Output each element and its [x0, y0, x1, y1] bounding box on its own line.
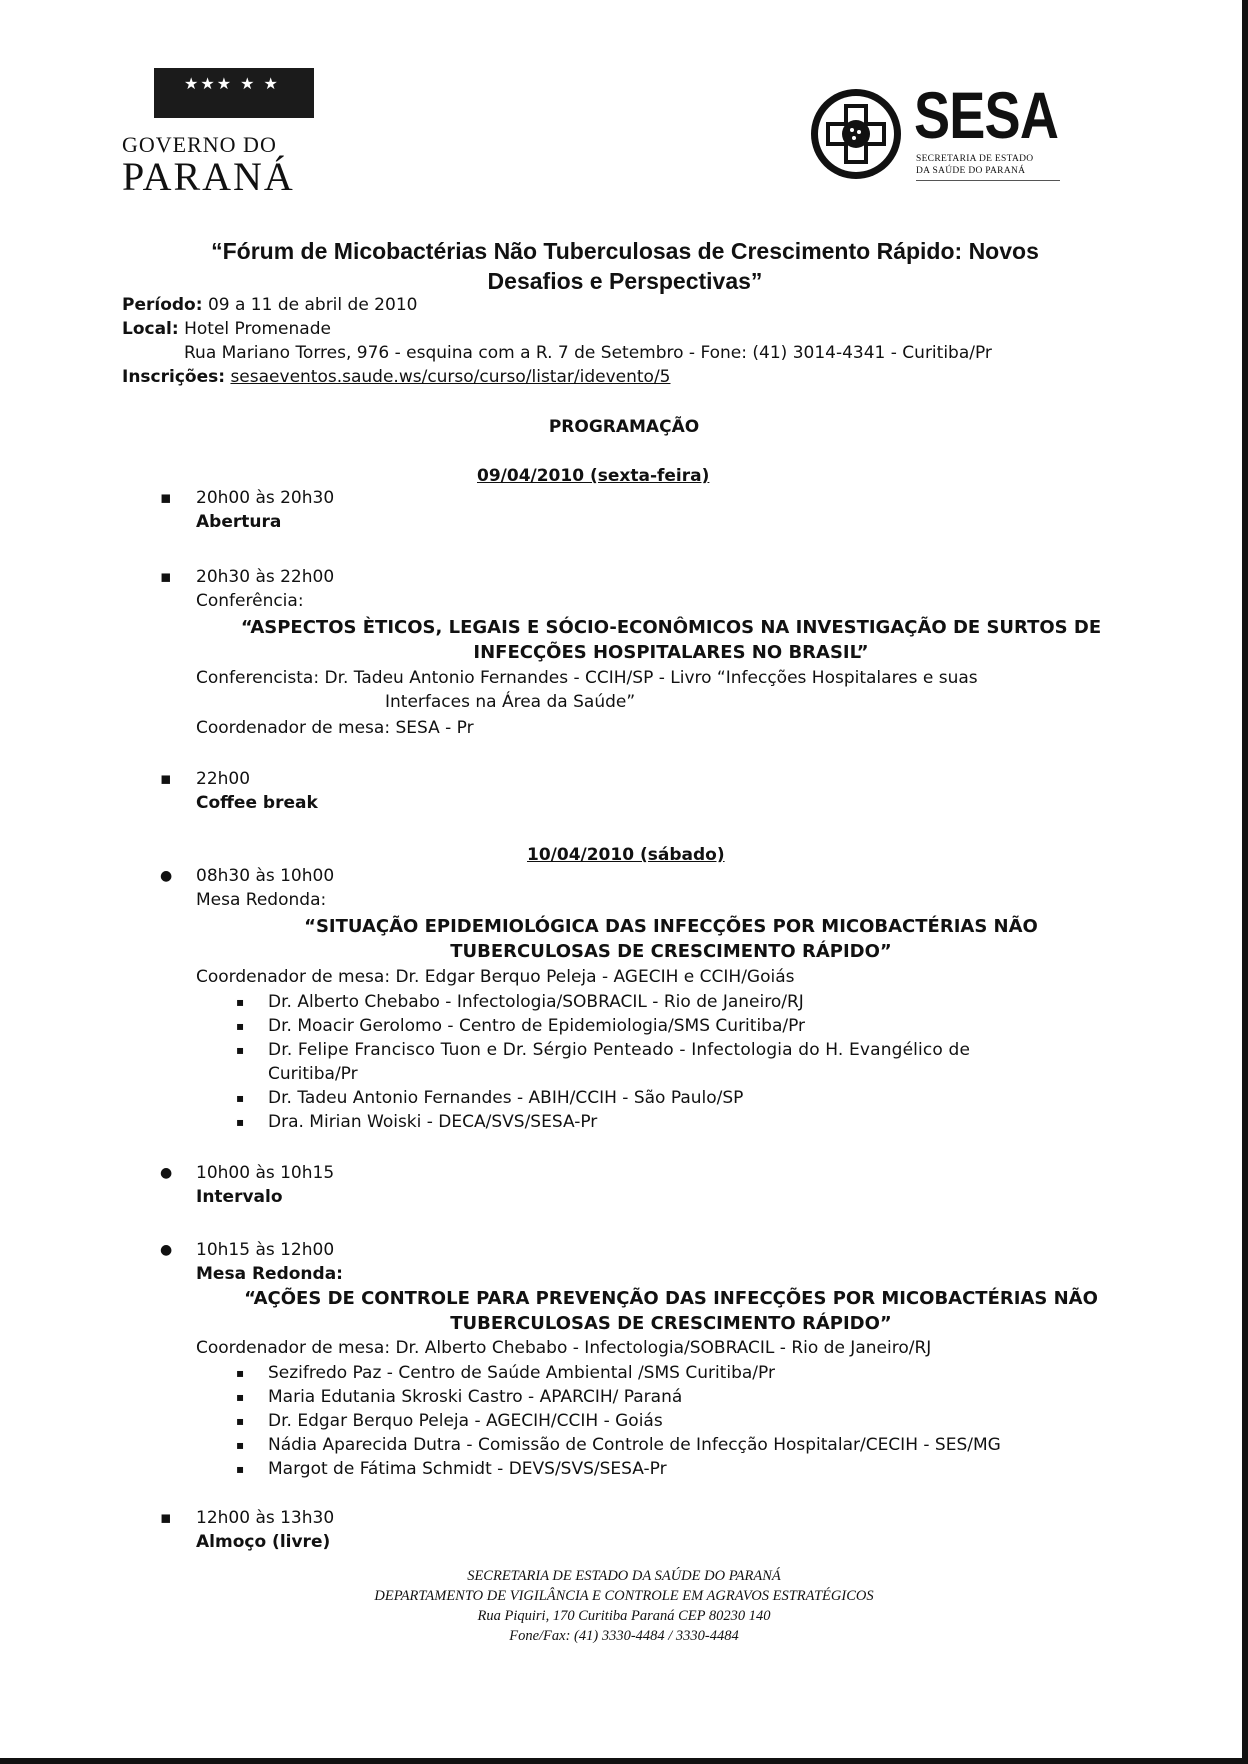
- day1-session1: [196, 486, 334, 534]
- session-title: Almoço (livre): [196, 1532, 331, 1552]
- conference-title-line1: “ASPECTOS ÈTICOS, LEGAIS E SÓCIO-ECONÔMICOS NA INVESTIGAÇÃO DE SURTOS DE: [240, 617, 1102, 638]
- day1-date: 09/04/2010 (sexta-feira): [477, 466, 710, 486]
- periodo-label: Período:: [122, 295, 203, 315]
- event-title: [150, 236, 1100, 296]
- sesa-rule: [916, 180, 1060, 181]
- day1-session2: [196, 565, 334, 613]
- gov-logo-line1: GOVERNO DO: [122, 132, 277, 157]
- bullet-square: ▪: [160, 567, 172, 587]
- participant-cont: Curitiba/Pr: [268, 1064, 358, 1084]
- session-type: Mesa Redonda:: [196, 1264, 343, 1284]
- participant: Margot de Fátima Schmidt - DEVS/SVS/SESA-Pr: [268, 1459, 667, 1479]
- programacao-heading: PROGRAMAÇÃO: [548, 417, 700, 437]
- footer-line2: DEPARTAMENTO DE VIGILÂNCIA E CONTROLE EM AGRAVOS ESTRATÉGICOS: [374, 1588, 874, 1604]
- day2-session2: [196, 1161, 334, 1209]
- session-title: Intervalo: [196, 1187, 283, 1207]
- participant: Dr. Alberto Chebabo - Infectologia/SOBRACIL - Rio de Janeiro/RJ: [268, 992, 804, 1012]
- round-table-title-line2: TUBERCULOSAS DE CRESCIMENTO RÁPIDO”: [450, 1313, 892, 1334]
- info-inscricoes: [122, 366, 671, 388]
- inscricoes-label: Inscrições:: [122, 367, 226, 387]
- bullet-square: ▪: [236, 995, 245, 1009]
- coordenador: Coordenador de mesa: SESA - Pr: [196, 718, 474, 738]
- conference-title-line2: INFECÇÕES HOSPITALARES NO BRASIL”: [473, 642, 869, 663]
- session-time: 08h30 às 10h00: [196, 866, 335, 886]
- participant: Nádia Aparecida Dutra - Comissão de Controle de Infecção Hospitalar/CECIH - SES/MG: [268, 1435, 1001, 1455]
- bullet-dot: ●: [160, 1242, 173, 1258]
- scan-border-right: [1242, 0, 1248, 1764]
- day1-session2-title: [196, 615, 1146, 665]
- gov-logo-line2: PARANÁ: [122, 154, 295, 199]
- day1-session3: [196, 767, 318, 815]
- bullet-square: ▪: [236, 1462, 245, 1476]
- participant: Sezifredo Paz - Centro de Saúde Ambiental /SMS Curitiba/Pr: [268, 1363, 775, 1383]
- bullet-square: ▪: [236, 1091, 245, 1105]
- session-time: 12h00 às 13h30: [196, 1508, 335, 1528]
- coordenador: Coordenador de mesa: Dr. Edgar Berquo Peleja - AGECIH e CCIH/Goiás: [196, 967, 795, 987]
- participant: Dr. Edgar Berquo Peleja - AGECIH/CCIH - Goiás: [268, 1411, 663, 1431]
- participant: Dr. Moacir Gerolomo - Centro de Epidemiologia/SMS Curitiba/Pr: [268, 1016, 806, 1036]
- bullet-dot: ●: [160, 868, 173, 884]
- event-title-line2: Desafios e Perspectivas”: [487, 268, 763, 294]
- session-time: 20h00 às 20h30: [196, 488, 335, 508]
- periodo-value: 09 a 11 de abril de 2010: [207, 295, 418, 315]
- bullet-square: ▪: [236, 1438, 245, 1452]
- day2-session3: [196, 1238, 343, 1286]
- bullet-square: ▪: [236, 1019, 245, 1033]
- sesa-subtitle-1: SECRETARIA DE ESTADO: [916, 154, 1034, 164]
- sesa-subtitle-2: DA SAÚDE DO PARANÁ: [916, 166, 1026, 176]
- bullet-square: ▪: [160, 1508, 172, 1528]
- day2-session1: [196, 864, 334, 912]
- round-table-title-line2: TUBERCULOSAS DE CRESCIMENTO RÁPIDO”: [450, 941, 892, 962]
- session-time: 10h15 às 12h00: [196, 1240, 335, 1260]
- sesa-wordmark: SESA: [914, 78, 1059, 152]
- footer-line1: SECRETARIA DE ESTADO DA SAÚDE DO PARANÁ: [467, 1568, 781, 1584]
- bullet-dot: ●: [160, 1165, 173, 1181]
- sesa-cross-emblem-icon: [810, 88, 902, 180]
- info-periodo: [122, 294, 417, 316]
- conferencista-cont: Interfaces na Área da Saúde”: [385, 692, 636, 712]
- conferencista: Conferencista: Dr. Tadeu Antonio Fernandes - CCIH/SP - Livro “Infecções Hospitalares e suas: [196, 668, 978, 688]
- round-table-title-line1: “AÇÕES DE CONTROLE PARA PREVENÇÃO DAS INFECÇÕES POR MICOBACTÉRIAS NÃO: [244, 1288, 1098, 1309]
- scan-border-bottom: [0, 1758, 1248, 1764]
- bullet-square: ▪: [236, 1390, 245, 1404]
- parana-flag-emblem: [154, 68, 314, 118]
- session-type: Mesa Redonda:: [196, 890, 327, 910]
- info-local: [122, 318, 331, 340]
- session-time: 10h00 às 10h15: [196, 1163, 335, 1183]
- footer-line4: Fone/Fax: (41) 3330-4484 / 3330-4484: [509, 1628, 739, 1644]
- local-label: Local:: [122, 319, 179, 339]
- bullet-square: ▪: [236, 1366, 245, 1380]
- local-value: Hotel Promenade: [184, 319, 331, 339]
- governo-parana-logo: [122, 68, 295, 199]
- participant: Dr. Tadeu Antonio Fernandes - ABIH/CCIH - São Paulo/SP: [268, 1088, 744, 1108]
- event-title-line1: “Fórum de Micobactérias Não Tuberculosas de Crescimento Rápido: Novos: [211, 238, 1039, 264]
- bullet-square: ▪: [236, 1115, 245, 1129]
- bullet-square: ▪: [160, 769, 172, 789]
- participant: Maria Edutania Skroski Castro - APARCIH/ Paraná: [268, 1387, 683, 1407]
- footer-address: [0, 1566, 1248, 1646]
- round-table-title-line1: “SITUAÇÃO EPIDEMIOLÓGICA DAS INFECÇÕES POR MICOBACTÉRIAS NÃO: [304, 916, 1038, 937]
- bullet-square: ▪: [236, 1414, 245, 1428]
- session-title: Abertura: [196, 512, 282, 532]
- participant: Dr. Felipe Francisco Tuon e Dr. Sérgio Penteado - Infectologia do H. Evangélico de: [268, 1040, 971, 1060]
- flag-stars: ★★★ ★ ★: [184, 74, 280, 93]
- participant: Dra. Mirian Woiski - DECA/SVS/SESA-Pr: [268, 1112, 598, 1132]
- session-time: 22h00: [196, 769, 251, 789]
- session-title: Coffee break: [196, 793, 318, 813]
- bullet-square: ▪: [236, 1043, 245, 1057]
- day2-session4: [196, 1506, 334, 1554]
- session-type: Conferência:: [196, 591, 304, 611]
- info-address: Rua Mariano Torres, 976 - esquina com a R. 7 de Setembro - Fone: (41) 3014-4341 - Curitiba/Pr: [184, 343, 992, 363]
- day2-date: 10/04/2010 (sábado): [527, 845, 725, 865]
- bullet-square: ▪: [160, 488, 172, 508]
- sesa-logo: [810, 78, 1060, 188]
- footer-line3: Rua Piquiri, 170 Curitiba Paraná CEP 80230 140: [477, 1608, 771, 1624]
- day2-session3-title: [196, 1286, 1146, 1336]
- day2-session1-title: [196, 914, 1146, 964]
- inscricoes-link[interactable]: sesaeventos.saude.ws/curso/curso/listar/idevento/5: [230, 367, 671, 387]
- session-time: 20h30 às 22h00: [196, 567, 335, 587]
- coordenador: Coordenador de mesa: Dr. Alberto Chebabo - Infectologia/SOBRACIL - Rio de Janeiro/RJ: [196, 1338, 932, 1358]
